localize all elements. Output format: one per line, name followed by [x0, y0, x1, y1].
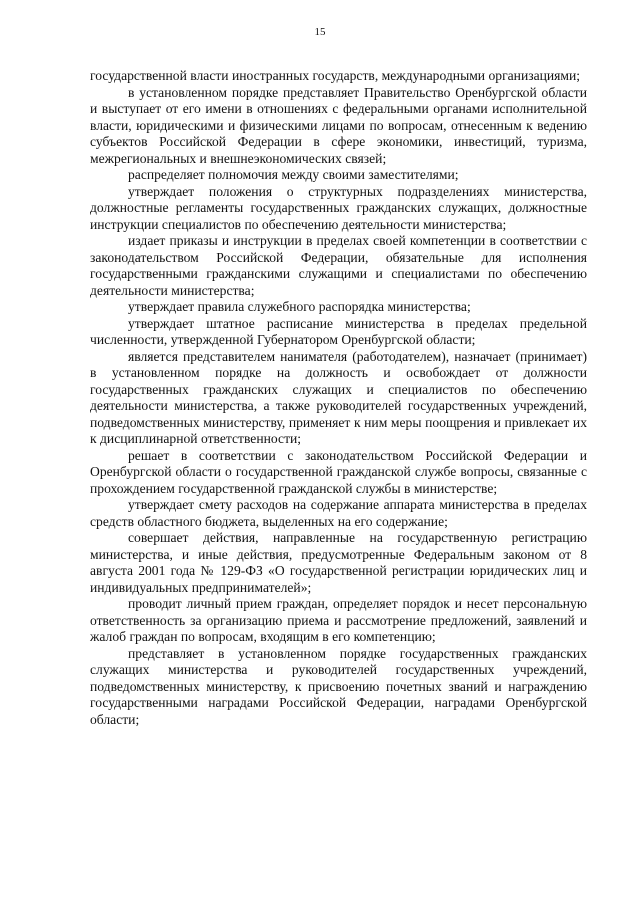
paragraph: является представителем нанимателя (работодателем), назначает (принимает) в установленном порядке на должность и освобождает от должности государственных гражданских служащих и специалистов по обеспечению деятельности министерства, а также руководителей государственных учреждений, подведомственных министерству, применяет к ним меры поощрения и привлекает их к дисциплинарной ответственности; — [90, 348, 587, 446]
paragraph: государственной власти иностранных государств, международными организациями; — [90, 68, 581, 83]
paragraph: представляет в установленном порядке государственных гражданских служащих министерства и руководителей государственных учреждений, подведомственных министерству, к присвоению почетных званий и награждению государственными наградами Российской Федерации, наградами Оренбургской области; — [90, 645, 587, 727]
paragraph: проводит личный прием граждан, определяет порядок и несет персональную ответственность за организацию приема и рассмотрение предложений, заявлений и жалоб граждан по вопросам, входящим в его компетенцию; — [90, 596, 587, 644]
page-number: 15 — [314, 26, 326, 38]
paragraph: утверждает правила служебного распорядка министерства; — [128, 299, 471, 314]
paragraph: решает в соответствии с законодательством Российской Федерации и Оренбургской области о государственной гражданской службе вопросы, связанные с прохождением государственной гражданской службы в министерстве; — [90, 447, 587, 496]
paragraph: утверждает смету расходов на содержание аппарата министерства в пределах средств областного бюджета, выделенных на его содержание; — [90, 497, 587, 529]
paragraph: утверждает положения о структурных подразделениях министерства, должностные регламенты государственных гражданских служащих, должностные инструкции специалистов по обеспечению деятельности министерства; — [90, 183, 587, 232]
paragraph: издает приказы и инструкции в пределах своей компетенции в соответствии с законодательством Российской Федерации, обязательные для исполнения государственными гражданскими служащими и специалистами по обеспечению деятельности министерства; — [90, 233, 587, 298]
paragraph: в установленном порядке представляет Правительство Оренбургской области и выступает от его имени в отношениях с федеральными органами исполнительной власти, юридическими и физическими лицами по вопросам, отнесенным к ведению субъектов Российской Федерации в сфере экономики, инвестиций, туризма, межрегиональных и внешнеэкономических связей; — [90, 84, 587, 166]
paragraph: совершает действия, направленные на государственную регистрацию министерства, и иные действия, предусмотренные Федеральным законом от 8 августа 2001 года № 129-ФЗ «О государственной регистрации юридических лиц и индивидуальных предпринимателей»; — [90, 530, 587, 595]
document-body — [90, 68, 587, 728]
paragraph: утверждает штатное расписание министерства в пределах предельной численности, утвержденной Губернатором Оренбургской области; — [90, 315, 587, 347]
paragraph: распределяет полномочия между своими заместителями; — [128, 167, 459, 182]
